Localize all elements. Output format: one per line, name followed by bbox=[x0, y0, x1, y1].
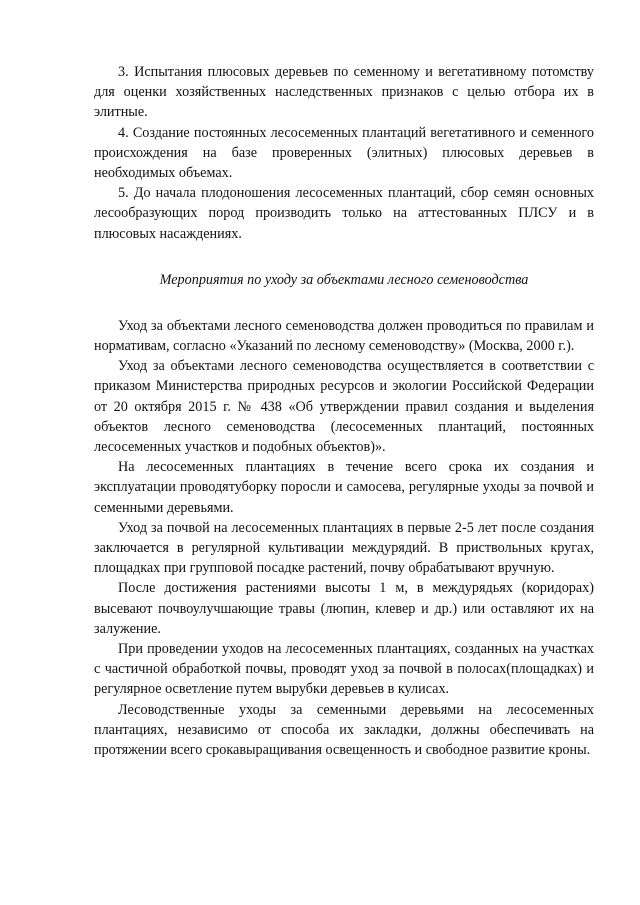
paragraph-partial-tillage: При проведении уходов на лесосеменных плантациях, созданных на участках с частичной обработкой почвы, проводят уход за почвой в полосах(площадках) и регулярное осветление путем вырубки деревьев в кулисах. bbox=[94, 641, 594, 698]
list-item-5: 5. До начала плодоношения лесосеменных плантаций, сбор семян основных лесообразующих пород производить только на аттестованных ПЛСУ и в плюсовых насаждениях. bbox=[94, 185, 594, 242]
paragraph-care-order: Уход за объектами лесного семеноводства осуществляется в соответствии с приказом Министерства природных ресурсов и экологии Российской Федерации от 20 октября 2015 г. № 438 «Об утверждении правил создания и выделения объектов лесного семеноводства (лесосеменных плантаций, постоянных лесосеменных участков и подобных объектов)». bbox=[94, 358, 594, 456]
section-heading: Мероприятия по уходу за объектами лесного семеноводства bbox=[159, 271, 529, 288]
document-body bbox=[94, 62, 594, 760]
list-item-3: 3. Испытания плюсовых деревьев по семенному и вегетативному потомству для оценки хозяйственных наследственных признаков с целью отбора их в элитные. bbox=[94, 64, 594, 121]
paragraph-plantation-maintenance: На лесосеменных плантациях в течение всего срока их создания и эксплуатации проводятуборку поросли и самосева, регулярные уходы за почвой и семенными деревьями. bbox=[94, 459, 594, 516]
paragraph-grass-sowing: После достижения растениями высоты 1 м, в междурядьях (коридорах) высевают почвоулучшающие травы (люпин, клевер и др.) или оставляют их на залужение. bbox=[94, 580, 594, 637]
paragraph-care-rules: Уход за объектами лесного семеноводства должен проводиться по правилам и нормативам, согласно «Указаний по лесному семеноводству» (Москва, 2000 г.). bbox=[94, 317, 594, 355]
paragraph-silvicultural-care: Лесоводственные уходы за семенными деревьями на лесосеменных плантациях, независимо от способа их закладки, должны обеспечивать на протяжении всего срокавыращивания освещенность и свободное развитие кроны. bbox=[94, 701, 594, 759]
list-item-4: 4. Создание постоянных лесосеменных плантаций вегетативного и семенного происхождения на базе проверенных (элитных) плюсовых деревьев в необходимых объемах. bbox=[94, 124, 594, 182]
paragraph-soil-care: Уход за почвой на лесосеменных плантациях в первые 2-5 лет после создания заключается в регулярной культивации междурядий. В приствольных кругах, площадках при групповой посадке растений, почву обрабатывают вручную. bbox=[94, 519, 594, 577]
